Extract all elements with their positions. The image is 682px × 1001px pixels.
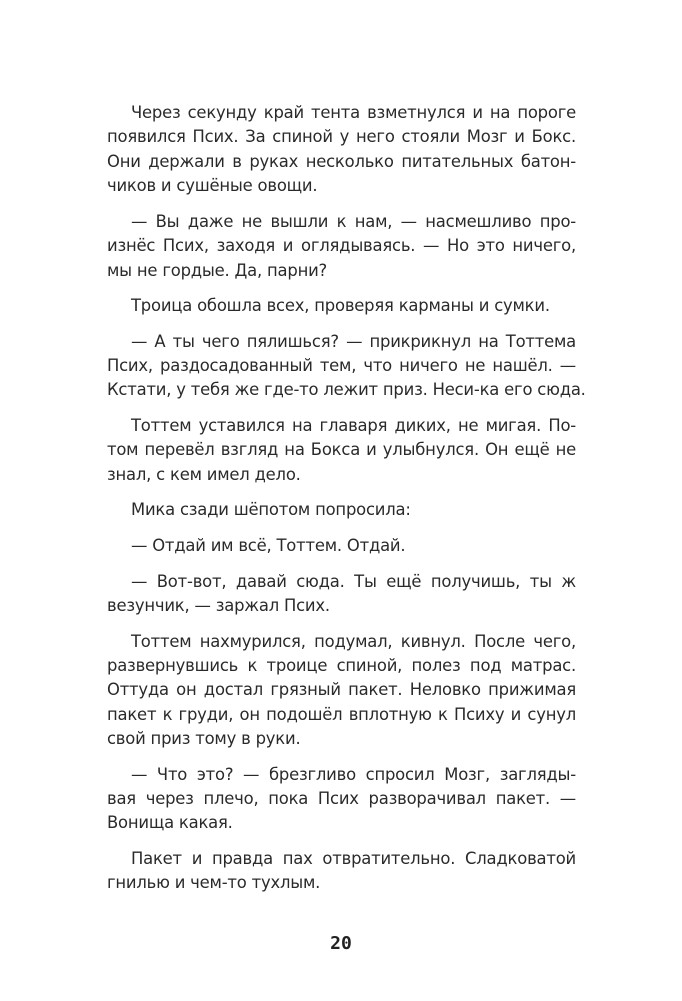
text-line: вая через плечо, пока Псих разворачивал пакет. — xyxy=(107,789,576,809)
text-line: свой приз тому в руки. xyxy=(107,729,301,749)
paragraph xyxy=(107,630,576,752)
text-line: — А ты чего пялишься? — прикрикнул на Тоттема xyxy=(131,331,576,351)
text-line: Мика сзади шёпотом попросила: xyxy=(131,500,411,520)
paragraph xyxy=(107,763,576,836)
text-line: везунчик, — заржал Псих. xyxy=(107,595,330,615)
text-line: гнилью и чем-то тухлым. xyxy=(107,873,321,893)
text-line: — Вы даже не вышли к нам, — насмешливо про- xyxy=(131,211,576,231)
paragraph xyxy=(107,570,576,619)
text-line: том перевёл взгляд на Бокса и улыбнулся. Он ещё не xyxy=(107,440,576,460)
text-line: Они держали в руках несколько питательных батон- xyxy=(107,151,576,171)
body-text xyxy=(107,101,586,907)
text-line: Кстати, у тебя же где-то лежит приз. Неси-ка его сюда. xyxy=(107,380,586,400)
paragraph xyxy=(107,534,576,558)
text-line: Оттуда он достал грязный пакет. Неловко прижимая xyxy=(107,680,576,700)
text-line: Тоттем уставился на главаря диких, не мигая. По- xyxy=(131,416,576,436)
text-line: Троица обошла всех, проверяя карманы и сумки. xyxy=(131,296,550,316)
paragraph xyxy=(107,101,576,199)
text-line: Через секунду край тента взметнулся и на пороге xyxy=(131,103,576,122)
text-line: развернувшись к троице спиной, полез под матрас. xyxy=(107,655,576,675)
text-line: изнёс Псих, заходя и оглядываясь. — Но это ничего, xyxy=(107,236,576,256)
paragraph xyxy=(107,294,576,318)
text-line: появился Псих. За спиной у него стояли Мозг и Бокс. xyxy=(107,127,576,147)
paragraph xyxy=(107,414,576,487)
paragraph xyxy=(107,498,576,522)
paragraph xyxy=(107,847,576,896)
text-line: Псих, раздосадованный тем, что ничего не нашёл. — xyxy=(107,356,576,376)
text-line: — Отдай им всё, Тоттем. Отдай. xyxy=(131,535,406,555)
text-line: мы не гордые. Да, парни? xyxy=(107,260,328,280)
paragraph xyxy=(107,210,576,283)
page-number: 20 xyxy=(330,933,352,954)
text-line: — Вот-вот, давай сюда. Ты ещё получишь, ты ж xyxy=(131,571,576,591)
text-line: Вонища какая. xyxy=(107,813,233,833)
text-line: чиков и сушёные овощи. xyxy=(107,176,318,196)
text-line: знал, с кем имел дело. xyxy=(107,464,301,484)
paragraph xyxy=(107,330,586,403)
text-line: Тоттем нахмурился, подумал, кивнул. После чего, xyxy=(131,631,576,651)
text-line: — Что это? — брезгливо спросил Мозг, загляды- xyxy=(131,764,576,784)
text-line: пакет к груди, он подошёл вплотную к Психу и сунул xyxy=(107,704,576,724)
text-line: Пакет и правда пах отвратительно. Сладковатой xyxy=(131,849,576,869)
